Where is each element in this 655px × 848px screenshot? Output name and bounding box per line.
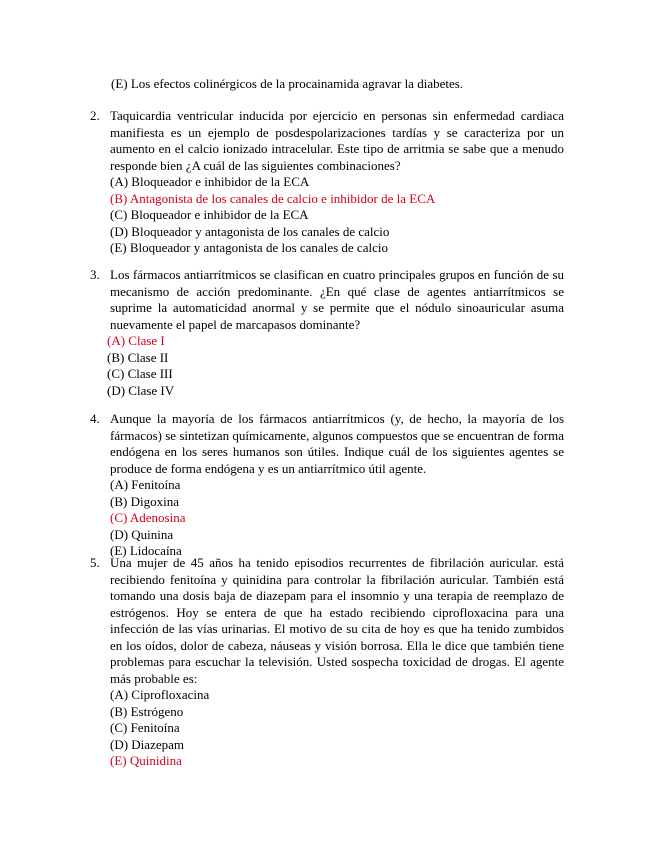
- previous-question-option-e: (E) Los efectos colinérgicos de la procainamida agravar la diabetes.: [111, 76, 464, 91]
- option-d: (D) Clase IV: [107, 382, 175, 398]
- question-5: [90, 555, 564, 770]
- option-d: (D) Quinina: [110, 526, 174, 542]
- option-b: (B) Clase II: [107, 349, 169, 365]
- option-c-correct: (C) Adenosina: [110, 510, 186, 525]
- option-a: (A) Bloqueador e inhibidor de la ECA: [110, 174, 310, 189]
- option-a: (A) Fenitoína: [110, 477, 181, 492]
- question-stem: Una mujer de 45 años ha tenido episodios recurrentes de fibrilación auricular. está recibiendo fenitoína y quinidina para controlar la fibrilación auricular. También está tomando una dosis baja de diazepam para el insomnio y una terapia de reemplazo de estrógenos. Hoy se entera de que ha estado recibiendo ciprofloxacina para una infección de las vías urinarias. El motivo de su cita de hoy es que ha tenido zumbidos en los oídos, dolor de cabeza, náuseas y visión borrosa. Ella le dice que también tiene problemas para escuchar la televisión. Usted sospecha toxicidad de drogas. El agente más probable es:: [110, 555, 564, 686]
- question-4: [90, 411, 564, 560]
- option-c: (C) Bloqueador e inhibidor de la ECA: [110, 207, 309, 222]
- question-stem: Los fármacos antiarrítmicos se clasifican en cuatro principales grupos en función de su mecanismo de acción predominante. ¿En qué clase de agentes antiarrítmicos se suprime la automaticidad anormal y se permite que el nódulo sinoauricular asuma nuevamente el papel de marcapasos dominante?: [110, 267, 564, 332]
- option-a: (A) Ciprofloxacina: [110, 687, 210, 702]
- option-d: (D) Bloqueador y antagonista de los canales de calcio: [110, 223, 390, 239]
- option-c: (C) Clase III: [107, 366, 173, 381]
- option-e: (E) Lidocaína: [110, 543, 182, 558]
- option-e-correct: (E) Quinidina: [110, 753, 182, 768]
- question-2: [90, 108, 564, 257]
- option-c: (C) Fenitoína: [110, 720, 180, 735]
- option-b: (B) Digoxina: [110, 493, 179, 509]
- option-e: (E) Bloqueador y antagonista de los canales de calcio: [110, 240, 388, 255]
- question-stem: Taquicardia ventricular inducida por ejercicio en personas sin enfermedad cardiaca manifiesta es un ejemplo de posdespolarizaciones tardías y se caracteriza por un aumento en el calcio ionizado intracelular. Este tipo de arritmia se sabe que a menudo responde bien ¿A cuál de las siguientes combinaciones?: [110, 108, 564, 173]
- option-b: (B) Estrógeno: [110, 703, 184, 719]
- question-number: 4.: [90, 411, 100, 426]
- option-d: (D) Diazepam: [110, 736, 184, 752]
- question-stem: Aunque la mayoría de los fármacos antiarrítmicos (y, de hecho, la mayoría de los fármacos) se sintetizan químicamente, algunos compuestos que se encuentran de forma endógena en los seres humanos son útiles. Indique cuál de los siguientes agentes se produce de forma endógena y es un antiarrítmico útil agente.: [110, 411, 564, 476]
- question-number: 5.: [90, 555, 100, 570]
- question-number: 2.: [90, 108, 100, 123]
- question-number: 3.: [90, 267, 100, 282]
- option-a-correct: (A) Clase I: [107, 333, 165, 348]
- question-3: [90, 267, 564, 399]
- option-b-correct: (B) Antagonista de los canales de calcio e inhibidor de la ECA: [110, 190, 436, 206]
